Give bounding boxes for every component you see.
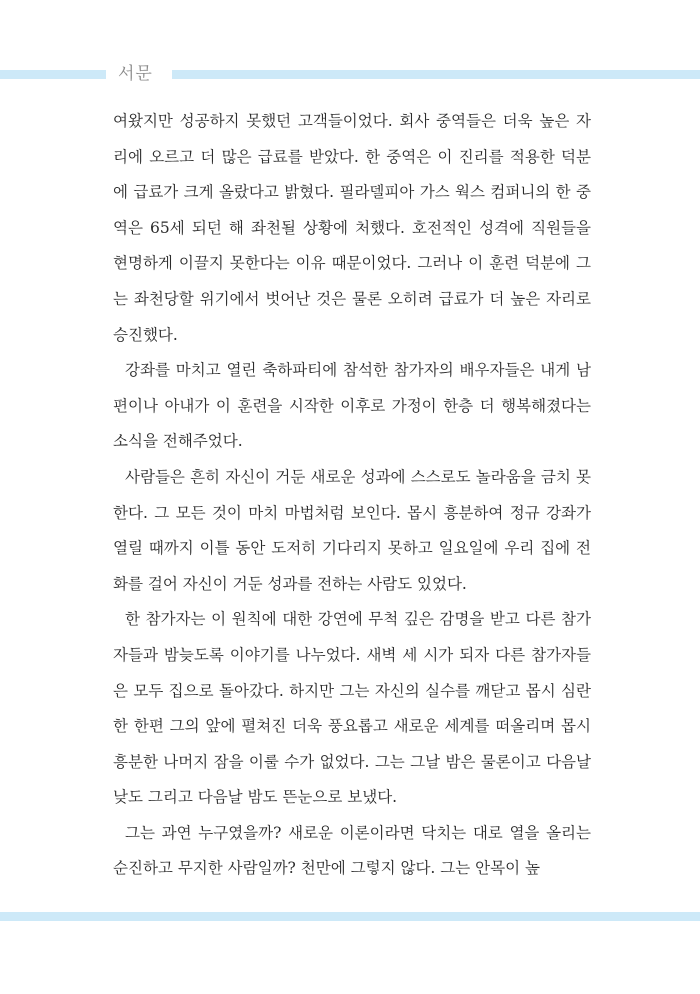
paragraph-3: 사람들은 흔히 자신이 거둔 새로운 성과에 스스로도 놀라움을 금치 못한다. 그 모든 것이 마치 마법처럼 보인다. 몹시 흥분하여 정규 강좌가 열릴 때까지 이틀 동안 도저히 기다리지 못하고 일요일에 우리 집에 전화를 걸어 자신이 거둔 성과를 전하는 사람도 있었다. (113, 467, 591, 593)
header-bar-right (172, 70, 700, 79)
body-text (113, 104, 591, 887)
section-title: 서문 (118, 64, 153, 84)
footer-bar (0, 912, 700, 921)
paragraph-5: 그는 과연 누구였을까? 새로운 이론이라면 닥치는 대로 열을 올리는 순진하고 무지한 사람일까? 천만에 그렇지 않다. 그는 안목이 높 (113, 823, 591, 878)
header-bar-left (0, 70, 106, 79)
paragraph-2: 강좌를 마치고 열린 축하파티에 참석한 참가자의 배우자들은 내게 남편이나 아내가 이 훈련을 시작한 이후로 가정이 한층 더 행복해졌다는 소식을 전해주었다. (113, 361, 591, 451)
paragraph-4: 한 참가자는 이 원칙에 대한 강연에 무척 깊은 감명을 받고 다른 참가자들과 밤늦도록 이야기를 나누었다. 새벽 세 시가 되자 다른 참가자들은 모두 집으로 돌아갔다. 하지만 그는 자신의 실수를 깨닫고 몹시 심란한 한편 그의 앞에 펼쳐진 더욱 풍요롭고 새로운 세계를 떠올리며 몹시 흥분한 나머지 잠을 이룰 수가 없었다. 그는 그날 밤은 물론이고 다음날 낮도 그리고 다음날 밤도 뜬눈으로 보냈다. (113, 610, 591, 807)
paragraph-1: 여왔지만 성공하지 못했던 고객들이었다. 회사 중역들은 더욱 높은 자리에 오르고 더 많은 급료를 받았다. 한 중역은 이 진리를 적용한 덕분에 급료가 크게 올랐다고 밝혔다. 필라델피아 가스 웍스 컴퍼니의 한 중역은 65세 되던 해 좌천될 상황에 처했다. 호전적인 성격에 직원들을 현명하게 이끌지 못한다는 이유 때문이었다. 그러나 이 훈련 덕분에 그는 좌천당할 위기에서 벗어난 것은 물론 오히려 급료가 더 높은 자리로 승진했다. (113, 112, 591, 344)
